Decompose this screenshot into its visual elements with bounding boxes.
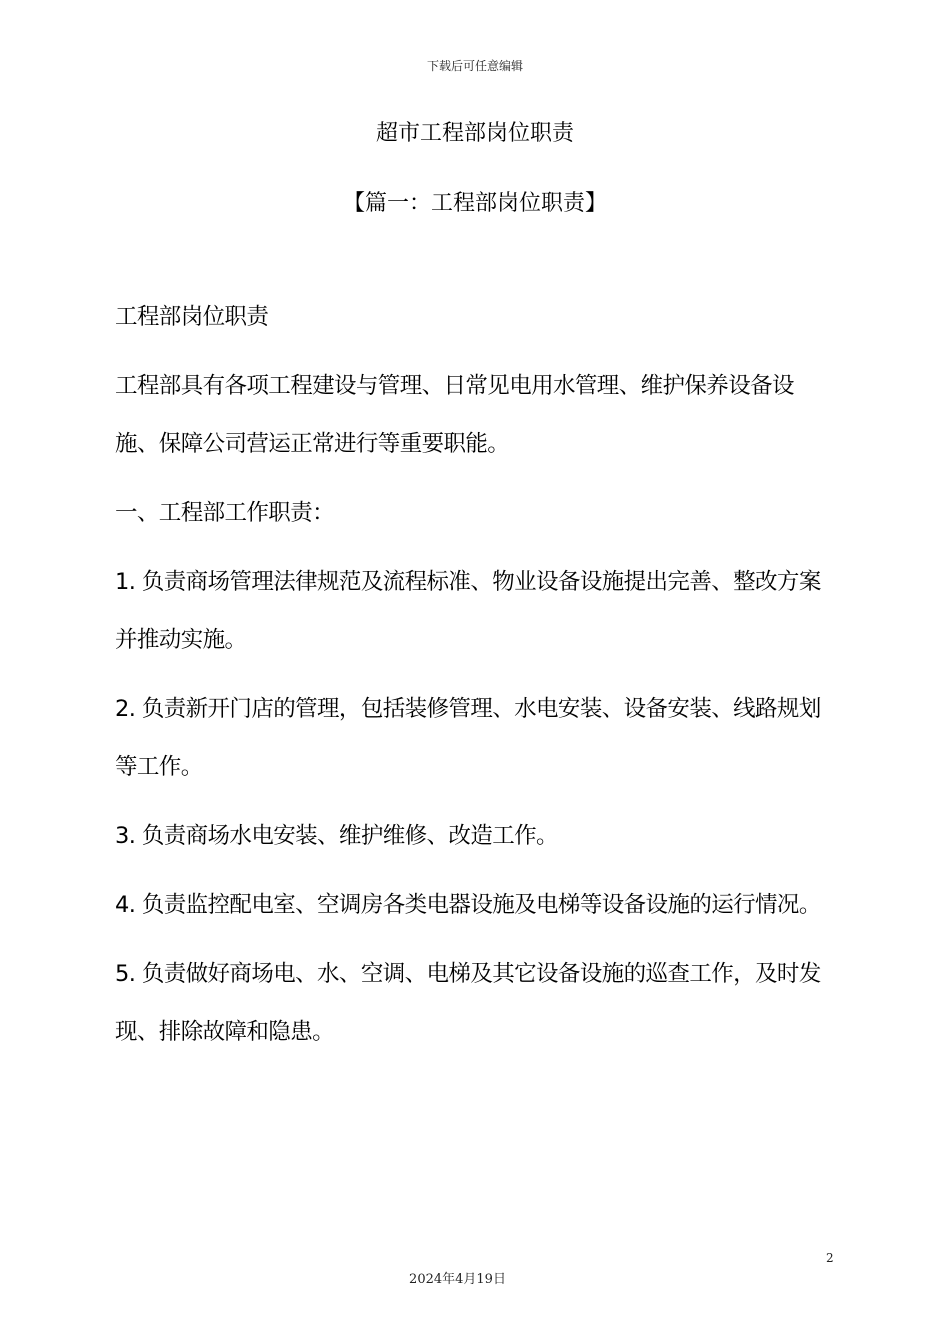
duty-item-5: 5. 负责做好商场电、水、空调、电梯及其它设备设施的巡查工作，及时发现、排除故障和隐患。 — [115, 961, 821, 1045]
page-number: 2 — [826, 1251, 834, 1265]
footer-date: 2024年4月19日 — [409, 1272, 506, 1287]
duty-item-4: 4. 负责监控配电室、空调房各类电器设施及电梯等设备设施的运行情况。 — [115, 892, 821, 918]
duties-heading: 一、工程部工作职责： — [115, 500, 335, 526]
duty-item-1: 1. 负责商场管理法律规范及流程标准、物业设备设施提出完善、整改方案并推动实施。 — [115, 569, 821, 653]
document-body — [115, 288, 825, 1072]
document-subtitle: 【篇一：工程部岗位职责】 — [342, 191, 607, 216]
section-heading: 工程部岗位职责 — [115, 304, 269, 330]
document-title: 超市工程部岗位职责 — [375, 121, 574, 146]
duty-item-3: 3. 负责商场水电安装、维护维修、改造工作。 — [115, 823, 558, 849]
intro-paragraph: 工程部具有各项工程建设与管理、日常见电用水管理、维护保养设备设施、保障公司营运正常进行等重要职能。 — [115, 373, 794, 457]
header-note: 下载后可任意编辑 — [426, 59, 523, 73]
duty-item-2: 2. 负责新开门店的管理，包括装修管理、水电安装、设备安装、线路规划等工作。 — [115, 696, 821, 780]
